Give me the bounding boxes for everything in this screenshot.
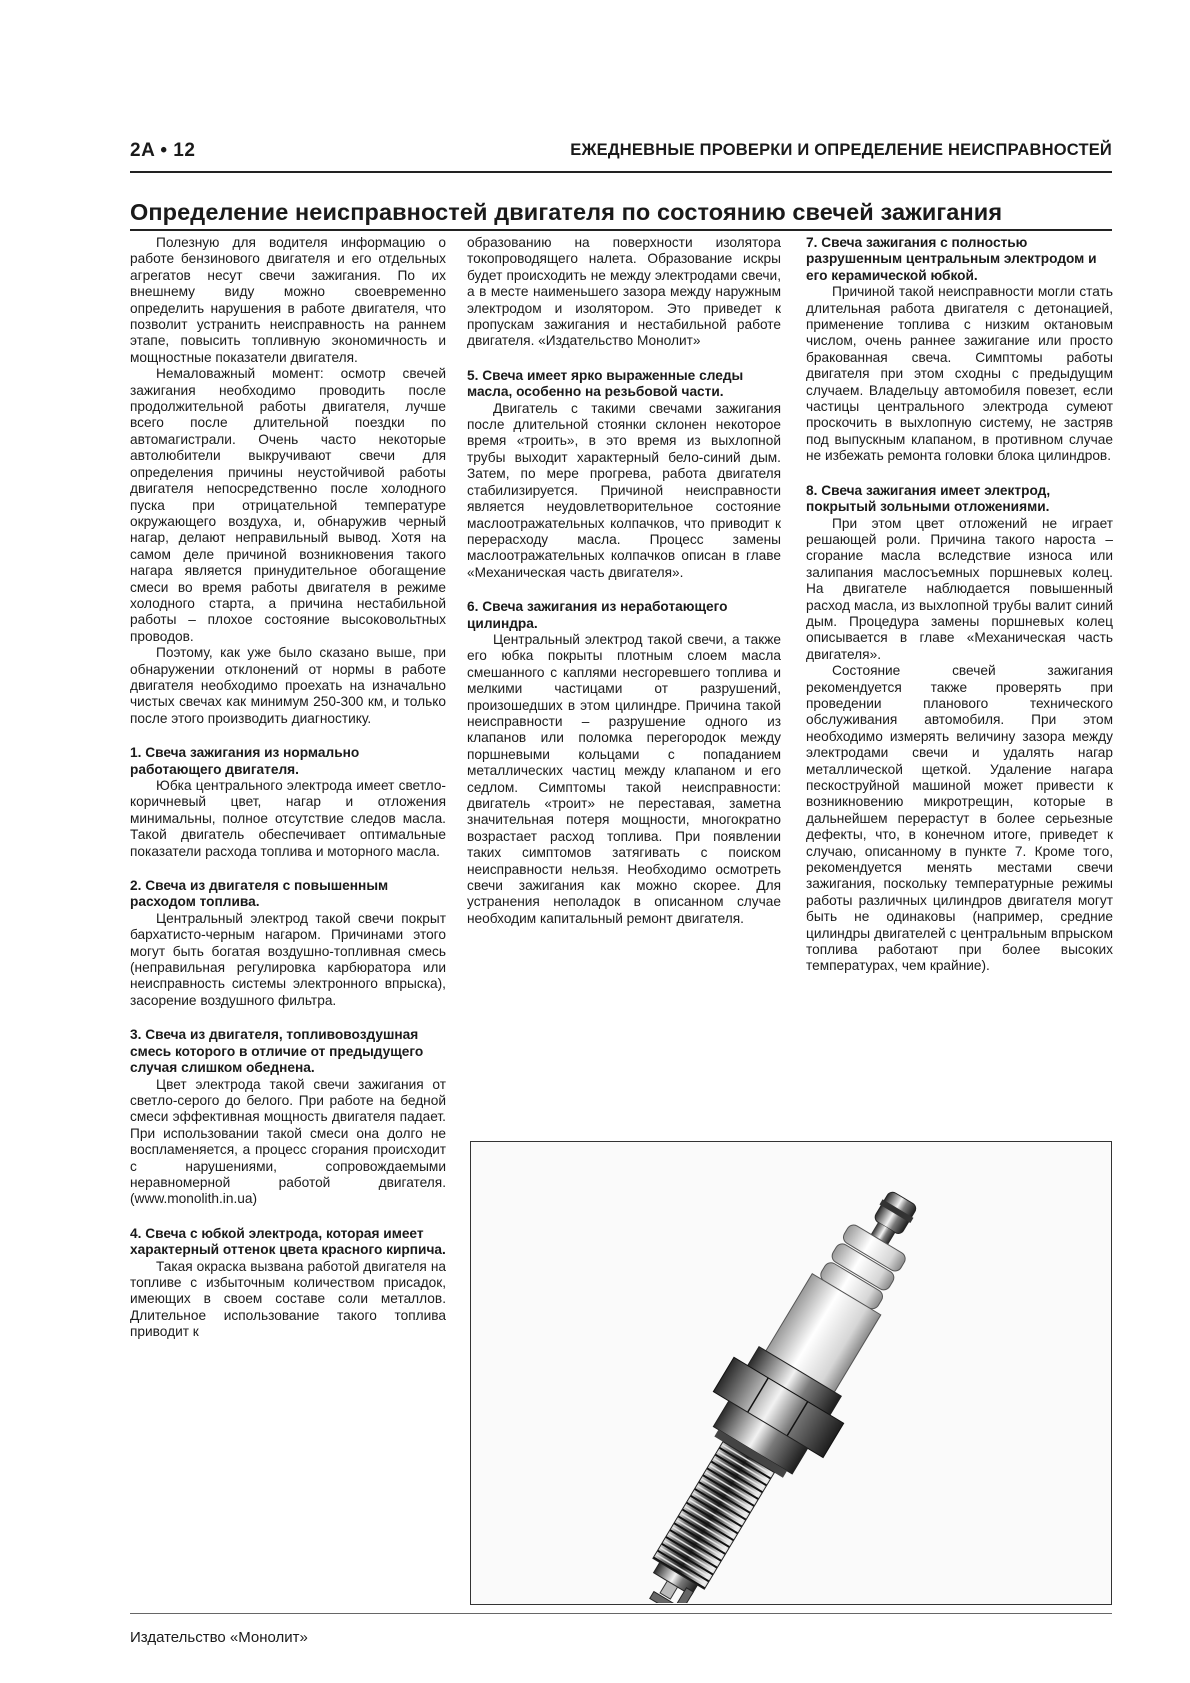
column-1	[130, 235, 446, 1341]
section-heading-4: 4. Свеча с юбкой электрода, которая имеет характерный оттенок цвета красного кирпича.	[130, 1225, 446, 1258]
section-text-8: При этом цвет отложений не играет решающей роли. Причина такого нароста – сгорание масла вследствие износа или залипания маслосъемных поршневых колец. На двигателе наблюдается повышенный расход масла, из выхлопной трубы валит синий дым. Процедура замены поршневых колец описывается в главе «Механическая часть двигателя».	[806, 515, 1113, 662]
section-text-8-maintenance: Состояние свечей зажигания рекомендуется также проверять при проведении планового технического обслуживания автомобиля. При этом необходимо измерять величину зазора между электродами свечи и удалять нагар металлической щеткой. Удаление нагара пескоструйной машиной может привести к возникновению микротрещин, которые в дальнейшем перерастут в более серьезные дефекты, что, в конечном итоге, приведет к случаю, описанному в пункте 7. Кроме того, рекомендуется менять местами свечи зажигания, поскольку температурные режимы работы различных цилиндров двигателя могут быть не одинаковы (например, средние цилиндры двигателей с центральным впрыском топлива работают при более высоких температурах, чем крайние).	[806, 663, 1113, 974]
section-text-4: Такая окраска вызвана работой двигателя на топливе с избыточным количеством присадок, имеющих в своем составе соли металлов. Длительное использование такого топлива приводит к	[130, 1258, 446, 1340]
spark-plug-figure	[470, 1141, 1112, 1605]
section-heading-5: 5. Свеча имеет ярко выраженные следы масла, особенно на резьбовой части.	[467, 367, 744, 400]
section-title: Определение неисправностей двигателя по состоянию свечей зажигания	[130, 199, 1003, 225]
section-heading-3: 3. Свеча из двигателя, топливовоздушная смесь которого в отличие от предыдущего случая слишком обеднена.	[130, 1027, 424, 1076]
section-text-6: Центральный электрод такой свечи, а также его юбка покрыты плотным слоем масла смешанного с каплями несгоревшего топлива и мелкими частицами от разрушений, произошедших в этом цилиндре. Причина такой неисправности – разрушение одного из клапанов или поломка перегородок между поршневыми кольцами с попаданием металлических частиц между клапаном и его седлом. Симптомы такой неисправности: двигатель «троит» не переставая, заметна значительная потеря мощности, многократно возрастает расход топлива. При появлении таких симптомов затягивать с поиском неисправности нельзя. Необходимо осмотреть свечи зажигания как можно скорее. Для устранения неполадок в описанном случае необходим капитальный ремонт двигателя.	[467, 631, 781, 926]
page-number: 2A • 12	[130, 140, 196, 161]
intro-paragraph: Немаловажный момент: осмотр свечей зажигания необходимо проводить после продолжительной работы двигателя, лучше всего после длительной поездки по автомагистрали. Очень часто некоторые автолюбители выкручивают свечи для определения причины неустойчивой работы двигателя непосредственно после холодного пуска при отрицательной температуре окружающего воздуха, и, обнаружив черный нагар, делают неправильный вывод. Хотя на самом деле причиной возникновения такого нагара является принудительное обогащение смеси во время работы двигателя в режиме холодного старта, а причина нестабильной работы – плохое состояние высоковольтных проводов.	[130, 366, 446, 644]
section-heading-6: 6. Свеча зажигания из неработающего цилиндра.	[467, 599, 728, 631]
page-header	[130, 140, 1112, 166]
section-text-2: Центральный электрод такой свечи покрыт бархатисто-черным нагаром. Причинами этого могут быть богатая воздушно-топливная смесь (неправильная регулировка карбюратора или неисправность системы электронного впрыска), засорение воздушного фильтра.	[130, 910, 446, 1008]
section-heading-1: 1. Свеча зажигания из нормально работающего двигателя.	[130, 745, 360, 777]
section-text-3: Цвет электрода такой свечи зажигания от светло-серого до белого. При работе на бедной смеси эффективная мощность двигателя падает. При использовании такой смеси она долго не воспламеняется, а процесс сгорания происходит с нарушениями, сопровождаемыми неравномерной работой двигателя. (www.monolith.in.ua)	[130, 1076, 446, 1207]
column-2	[467, 235, 781, 927]
footer-divider	[130, 1613, 1112, 1614]
chapter-title: ЕЖЕДНЕВНЫЕ ПРОВЕРКИ И ОПРЕДЕЛЕНИЕ НЕИСПРАВНОСТЕЙ	[570, 141, 1112, 159]
section-text-4-continued: образованию на поверхности изолятора токопроводящего налета. Образование искры будет происходить не между электродами свечи, а в месте наименьшего зазора между наружным электродом и изолятором. Это приведет к пропускам зажигания и нестабильной работе двигателя. «Издательство Монолит»	[467, 235, 781, 349]
footer-publisher: Издательство «Монолит»	[130, 1629, 308, 1646]
section-heading-8: 8. Свеча зажигания имеет электрод, покрытый зольными отложениями.	[806, 482, 1051, 515]
section-text-7: Причиной такой неисправности могли стать длительная работа двигателя с детонацией, применение топлива с низким октановым числом, очень раннее зажигание или просто бракованная свеча. Симптомы работы двигателя при этом сходны с предыдущим случаем. Владельцу автомобиля повезет, если частицы центрального электрода сумеют проскочить в выхлопную систему, не застряв под выпускным клапаном, в противном случае не избежать ремонта головки блока цилиндров.	[806, 284, 1113, 464]
intro-paragraph: Полезную для водителя информацию о работе бензинового двигателя и его отдельных агрегатов несут свечи зажигания. По их внешнему виду можно своевременно определить нарушения в работе двигателя, что позволит устранить неисправность на раннем этапе, повысить топливную экономичность и мощностные показатели двигателя.	[130, 235, 446, 365]
section-heading-2: 2. Свеча из двигателя с повышенным расходом топлива.	[130, 878, 389, 910]
column-3	[806, 235, 1113, 975]
spark-plug-illustration	[471, 1142, 1110, 1603]
section-text-1: Юбка центрального электрода имеет светло-коричневый цвет, нагар и отложения минимальны, полное отсутствие следов масла. Такой двигатель обеспечивает оптимальные показатели расхода топлива и моторного масла.	[130, 778, 446, 859]
intro-paragraph: Поэтому, как уже было сказано выше, при обнаружении отклонений от нормы в работе двигателя необходимо проехать на изначально чистых свечах как минимум 250-300 км, и только после этого производить диагностику.	[130, 645, 446, 726]
header-divider	[130, 171, 1112, 173]
section-heading-7: 7. Свеча зажигания с полностью разрушенным центральным электродом и его керамической юбкой.	[806, 235, 1097, 283]
title-divider	[130, 229, 1112, 231]
section-text-5: Двигатель с такими свечами зажигания после длительной стоянки склонен некоторое время «троить», в это время из выхлопной трубы выходит характерный бело-синий дым. Затем, по мере прогрева, работа двигателя стабилизируется. Причиной неисправности является неудовлетворительное состояние маслоотражательных колпачков, что приводит к перерасходу масла. Процесс замены маслоотражательных колпачков описан в главе «Механическая часть двигателя».	[467, 400, 781, 580]
